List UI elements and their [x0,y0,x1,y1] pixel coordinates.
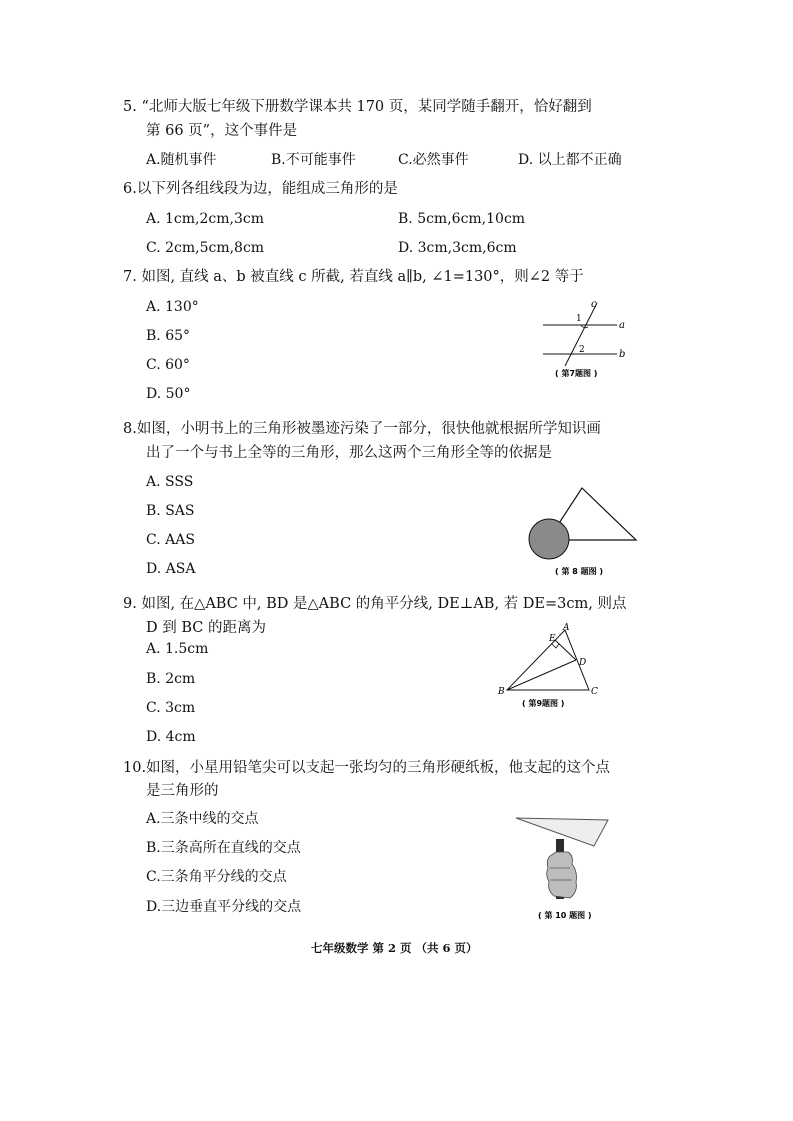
label-angle-1: 1 [576,314,582,324]
label-a: A [563,623,570,633]
label-b: b [619,349,626,360]
q5-option-c: C.必然事件 [398,152,469,168]
q10-line1: 10.如图，小星用铅笔尖可以支起一张均匀的三角形硬纸板，他支起的这个点 [123,760,611,776]
q7-stem: 7. 如图, 直线 a、b 被直线 c 所截, 若直线 a∥b, ∠1=130°，则∠2 等于 [123,269,584,285]
q9-option-c: C. 3cm [146,700,196,716]
q5-option-a: A.随机事件 [146,152,217,168]
q5-line1: 5. “北师大版七年级下册数学课本共 170 页，某同学随手翻开，恰好翻到 [123,99,592,115]
q6-stem: 6.以下列各组线段为边，能组成三角形的是 [123,181,398,197]
q9-option-a: A. 1.5cm [146,641,209,657]
hand [547,852,577,898]
q10-figure-caption: ( 第 10 题图 ) [538,911,592,920]
label-c: C [591,687,598,697]
q10-option-d: D.三边垂直平分线的交点 [146,899,302,915]
label-c: c [591,299,597,310]
q9-figure-caption: ( 第9题图 ) [522,699,565,708]
q5-option-d: D. 以上都不正确 [518,152,622,168]
right-angle-mark [552,644,559,648]
page-footer: 七年级数学 第 2 页 （共 6 页） [311,941,478,955]
q8-option-a: A. SSS [146,474,194,490]
q7-figure [535,296,645,382]
q9-figure [494,622,606,710]
q8-option-b: B. SAS [146,503,195,519]
label-b: B [498,687,505,697]
q7-option-c: C. 60° [146,357,190,373]
q8-line1: 8.如图，小明书上的三角形被墨迹污染了一部分，很快他就根据所学知识画 [123,421,601,437]
q8-figure [525,484,645,580]
q8-figure-caption: ( 第 8 题图 ) [555,567,604,576]
q9-line2: D 到 BC 的距离为 [146,620,266,636]
q9-option-d: D. 4cm [146,729,196,745]
q6-option-c: C. 2cm,5cm,8cm [146,240,265,256]
q8-option-d: D. ASA [146,561,196,577]
triangle-abc [507,630,589,690]
q7-figure-caption: ( 第7题图 ) [555,369,598,378]
label-e: E [549,634,556,644]
q6-option-b: B. 5cm,6cm,10cm [398,211,526,227]
q10-option-a: A.三条中线的交点 [146,811,259,827]
q10-option-c: C.三条角平分线的交点 [146,869,287,885]
q5-line2: 第 66 页”，这个事件是 [146,123,298,139]
q9-option-b: B. 2cm [146,671,196,687]
ink-blot [529,519,569,559]
q6-option-a: A. 1cm,2cm,3cm [146,211,264,227]
q7-option-d: D. 50° [146,386,191,402]
q5-option-b: B.不可能事件 [271,152,356,168]
line-c [565,303,597,366]
q9-line1: 9. 如图, 在△ABC 中, BD 是△ABC 的角平分线, DE⊥AB, 若 DE=3cm, 则点 [123,596,627,612]
segment-bd [507,660,576,690]
q6-option-d: D. 3cm,3cm,6cm [398,240,517,256]
q7-option-b: B. 65° [146,328,191,344]
label-d: D [579,658,587,668]
q10-line2: 是三角形的 [146,783,219,799]
label-a: a [619,320,625,331]
q8-option-c: C. AAS [146,532,195,548]
q8-line2: 出了一个与书上全等的三角形，那么这两个三角形全等的依据是 [146,445,552,461]
q10-figure [512,812,622,924]
q10-option-b: B.三条高所在直线的交点 [146,840,301,856]
label-angle-2: 2 [579,345,585,355]
q7-option-a: A. 130° [146,299,199,315]
